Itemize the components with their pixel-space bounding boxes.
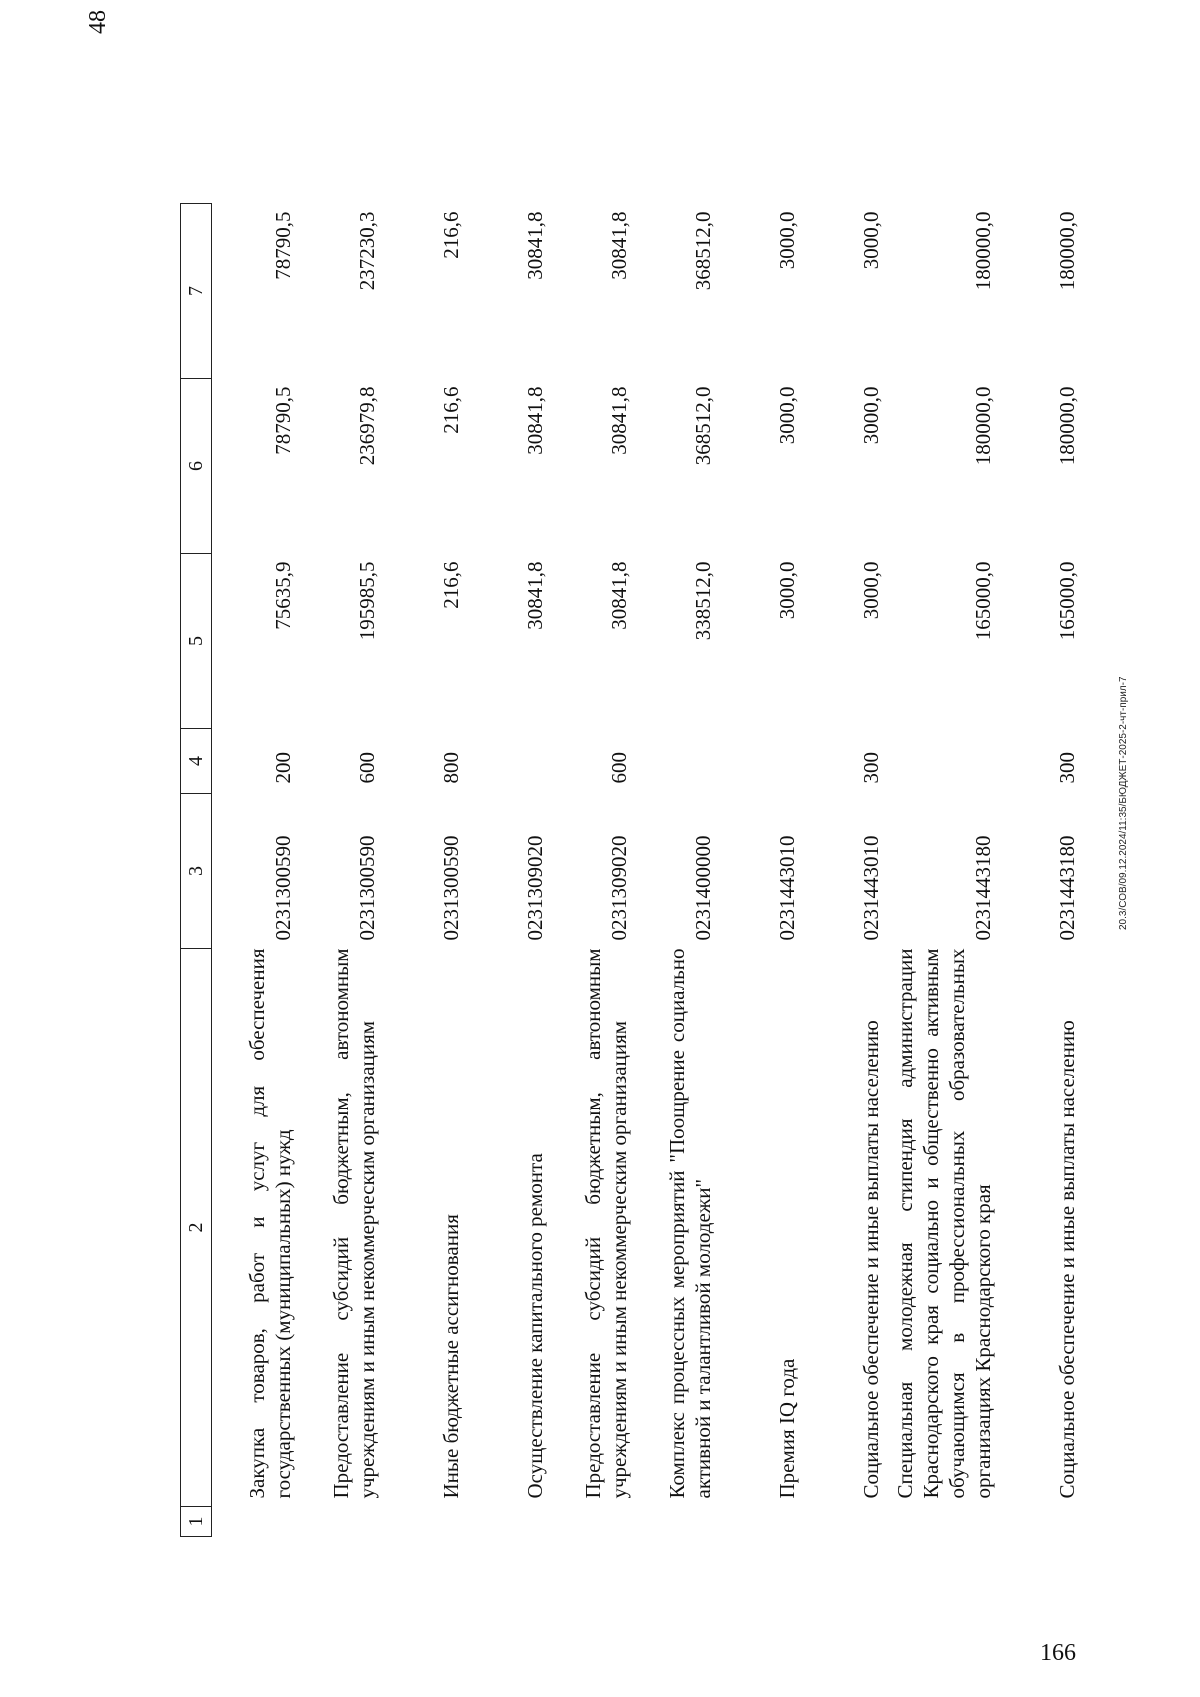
cell-amount-6: 30841,8 — [523, 386, 547, 455]
cell-description: Социальное обеспечение и иные выплаты населению — [859, 1020, 883, 1499]
cell-index — [800, 1507, 884, 1537]
cell-amount-5: 195985,5 — [355, 561, 379, 641]
col-header: 2 — [181, 949, 212, 1507]
cell-description: Социальное обеспечение и иные выплаты населению — [1055, 1020, 1079, 1499]
table-row — [800, 204, 884, 1537]
cell-index — [296, 1507, 380, 1537]
cell-amount-5: 165000,0 — [1055, 561, 1079, 641]
cell-amount-6: 30841,8 — [607, 386, 631, 455]
cell-expense-type — [464, 729, 548, 794]
cell-target-code: 0231300590 — [439, 835, 463, 941]
cell-target-code: 0231400000 — [691, 835, 715, 941]
cell-index — [212, 1507, 297, 1537]
cell-amount-6: 78790,5 — [271, 386, 295, 455]
cell-amount-7: 30841,8 — [607, 211, 631, 280]
cell-expense-type: 200 — [271, 752, 295, 784]
cell-expense-type: 300 — [859, 752, 883, 784]
col-header: 3 — [181, 794, 212, 949]
cell-target-code: 0231443180 — [971, 835, 995, 941]
cell-amount-7: 78790,5 — [271, 211, 295, 280]
cell-amount-7: 368512,0 — [691, 211, 715, 291]
cell-amount-5: 216,6 — [439, 561, 463, 609]
table-row — [632, 204, 716, 1537]
cell-index — [716, 1507, 800, 1537]
col-header: 7 — [181, 204, 212, 379]
cell-index — [632, 1507, 716, 1537]
cell-amount-6: 216,6 — [439, 386, 463, 434]
cell-amount-6: 180000,0 — [1055, 386, 1079, 466]
cell-amount-5: 3000,0 — [775, 561, 799, 620]
cell-target-code: 0231309020 — [607, 835, 631, 941]
table-row — [212, 204, 297, 1537]
cell-target-code: 0231300590 — [271, 835, 295, 941]
cell-expense-type: 300 — [1055, 752, 1079, 784]
corner-number: 166 — [1040, 1640, 1076, 1666]
column-number-row — [181, 204, 212, 1537]
col-header: 5 — [181, 554, 212, 729]
cell-expense-type — [884, 729, 996, 794]
table-row — [716, 204, 800, 1537]
cell-amount-7: 180000,0 — [971, 211, 995, 291]
cell-expense-type — [632, 729, 716, 794]
cell-description: Предоставление субсидий бюджетным, автономным учреждениям и иным некоммерческим организациям — [581, 948, 631, 1499]
cell-amount-7: 180000,0 — [1055, 211, 1079, 291]
cell-amount-6: 368512,0 — [691, 386, 715, 466]
cell-expense-type: 600 — [355, 752, 379, 784]
cell-amount-6: 236979,8 — [355, 386, 379, 466]
footer-code — [1118, 676, 1129, 930]
cell-target-code: 0231300590 — [355, 835, 379, 941]
cell-target-code: 0231309020 — [523, 835, 547, 941]
cell-description: Иные бюджетные ассигнования — [439, 1214, 463, 1499]
cell-description: Осуществление капитального ремонта — [523, 1153, 547, 1499]
cell-amount-7: 216,6 — [439, 211, 463, 259]
cell-amount-7: 30841,8 — [523, 211, 547, 280]
cell-amount-7: 237230,3 — [355, 211, 379, 291]
cell-index — [548, 1507, 632, 1537]
cell-amount-5: 30841,8 — [523, 561, 547, 630]
cell-amount-5: 165000,0 — [971, 561, 995, 641]
col-header: 6 — [181, 379, 212, 554]
table-row — [884, 204, 996, 1537]
cell-target-code: 0231443010 — [775, 835, 799, 941]
page-number: 48 — [85, 10, 111, 34]
cell-expense-type: 600 — [607, 752, 631, 784]
cell-amount-5: 75635,9 — [271, 561, 295, 630]
budget-table — [180, 203, 1080, 1537]
cell-expense-type — [716, 729, 800, 794]
cell-target-code: 0231443180 — [1055, 835, 1079, 941]
table-row — [380, 204, 464, 1537]
col-header: 1 — [181, 1507, 212, 1537]
footer-code-text: 20.3/СОВ/09.12.2024/11:35/БЮДЖЕТ-2025-2-чт-прил-7 — [1118, 676, 1129, 930]
table-row — [548, 204, 632, 1537]
col-header: 4 — [181, 729, 212, 794]
cell-description: Закупка товаров, работ и услуг для обеспечения государственных (муниципальных) нужд — [245, 948, 295, 1499]
cell-description: Специальная молодежная стипендия администрации Краснодарского края социально и общественно активным обучающимся в профессиональных образовательных организациях Краснодарского края — [893, 948, 995, 1499]
cell-amount-6: 3000,0 — [775, 386, 799, 445]
cell-index — [464, 1507, 548, 1537]
table-row — [296, 204, 380, 1537]
cell-amount-6: 180000,0 — [971, 386, 995, 466]
cell-description: Предоставление субсидий бюджетным, автономным учреждениям и иным некоммерческим организациям — [329, 948, 379, 1499]
table-row — [464, 204, 548, 1537]
cell-target-code: 0231443010 — [859, 835, 883, 941]
cell-amount-5: 30841,8 — [607, 561, 631, 630]
cell-amount-6: 3000,0 — [859, 386, 883, 445]
cell-description: Премия IQ года — [775, 1358, 799, 1499]
cell-expense-type: 800 — [439, 752, 463, 784]
cell-amount-5: 338512,0 — [691, 561, 715, 641]
cell-description: Комплекс процессных мероприятий "Поощрение социально активной и талантливой молодежи" — [665, 948, 715, 1499]
cell-amount-5: 3000,0 — [859, 561, 883, 620]
cell-amount-7: 3000,0 — [859, 211, 883, 270]
cell-index — [996, 1507, 1080, 1537]
cell-index — [380, 1507, 464, 1537]
cell-amount-7: 3000,0 — [775, 211, 799, 270]
cell-index — [884, 1507, 996, 1537]
table-row — [996, 204, 1080, 1537]
